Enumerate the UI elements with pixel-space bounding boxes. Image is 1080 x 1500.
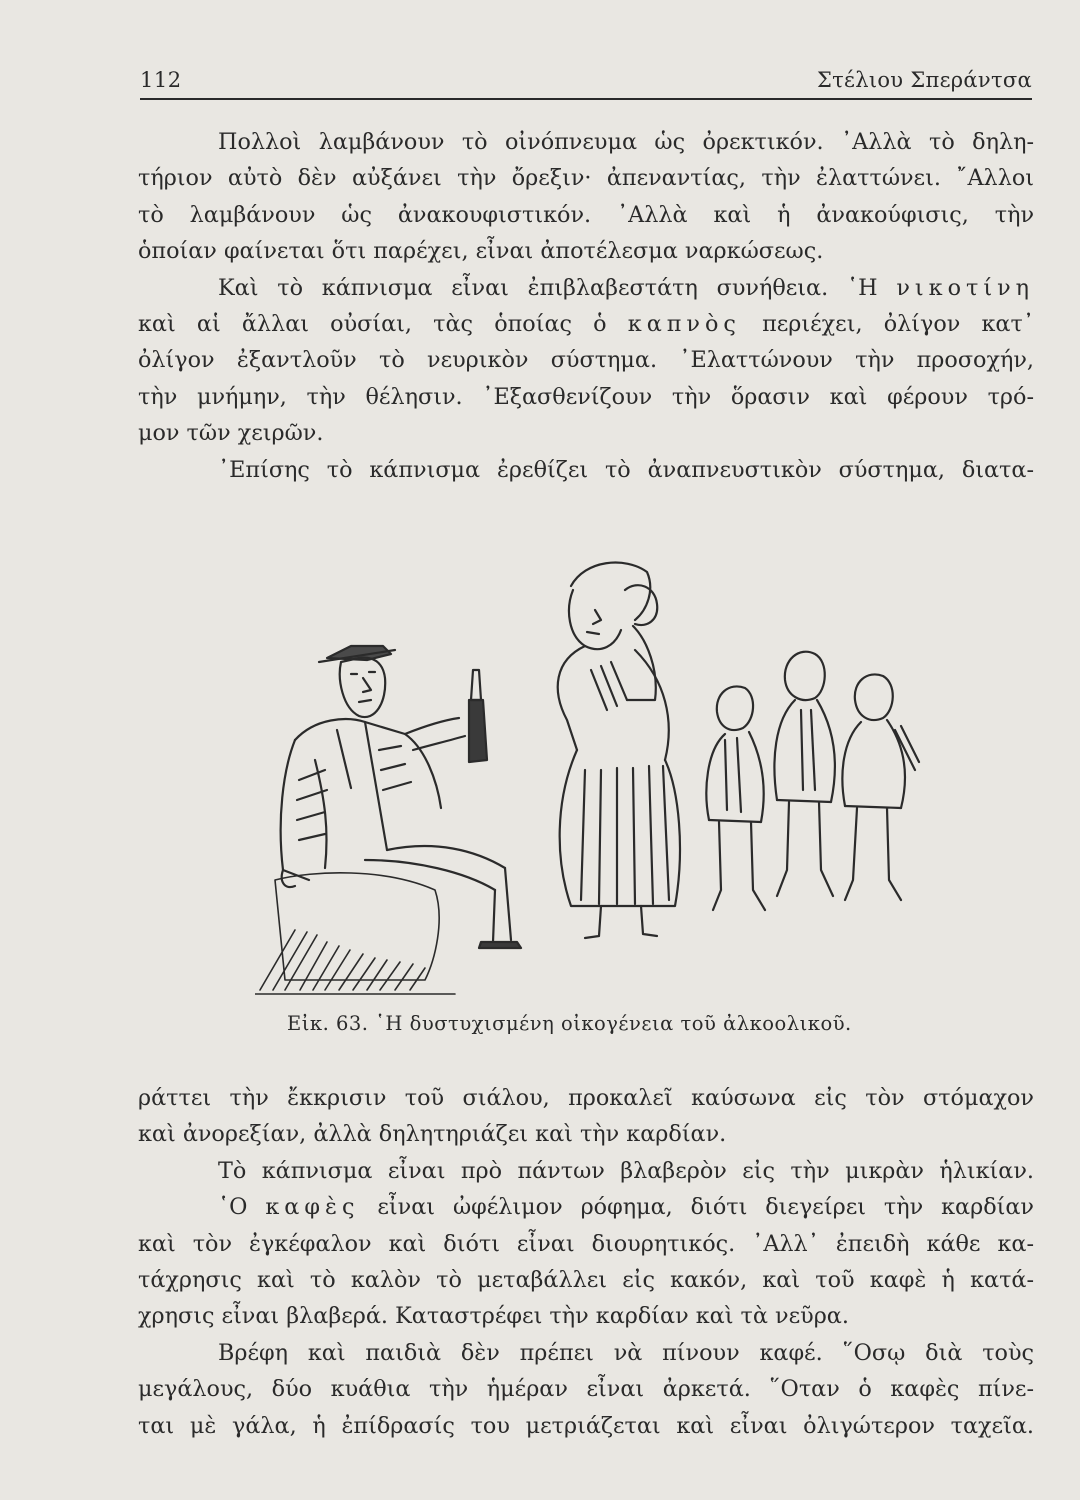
ground-hatching: [255, 930, 455, 994]
text-line: καὶ ἀνορεξίαν, ἀλλὰ δηλητηριάζει καὶ τὴν καρδίαν.: [138, 1121, 727, 1148]
child-2: [774, 652, 834, 896]
alcoholic-family-drawing: [255, 550, 945, 1000]
text-line: τὸ λαμβάνουν ὡς ἀνακουφιστικόν. ᾿Αλλὰ καὶ ἡ ἀνακούφισις, τὴν: [138, 201, 1034, 228]
spaced-term-coffee: καφὲς: [265, 1194, 360, 1221]
text-line: ᾿Επίσης τὸ κάπνισμα ἐρεθίζει τὸ ἀναπνευστικὸν σύστημα, διατα-: [218, 456, 1034, 483]
top-paragraphs: [138, 124, 1034, 488]
text-line: τήριον αὐτὸ δὲν αὐξάνει τὴν ὄρεξιν· ἀπεναντίας, τὴν ἐλαττώνει. ῎Αλλοι: [138, 165, 1034, 192]
text-line: Βρέφη καὶ παιδιὰ δὲν πρέπει νὰ πίνουν καφέ. ῞Οσῳ διὰ τοὺς: [218, 1339, 1034, 1366]
text-line: ὁποίαν φαίνεται ὅτι παρέχει, εἶναι ἀποτέλεσμα ναρκώσεως.: [138, 238, 824, 265]
figure-illustration: [255, 550, 945, 1000]
text-line: τὴν μνήμην, τὴν θέλησιν. ᾿Εξασθενίζουν τὴν ὅρασιν καὶ φέρουν τρό-: [138, 383, 1034, 410]
seated-man: [275, 646, 521, 980]
text-line: Πολλοὶ λαμβάνουν τὸ οἰνόπνευμα ὡς ὀρεκτικόν. ᾿Αλλὰ τὸ δηλη-: [218, 129, 1034, 155]
text-line: τάχρησις καὶ τὸ καλὸν τὸ μεταβάλλει εἰς κακόν, καὶ τοῦ καφὲ ἡ κατά-: [138, 1267, 1034, 1294]
spaced-term-smoke: καπνὸς: [627, 311, 741, 338]
text-line: Τὸ κάπνισμα εἶναι πρὸ πάντων βλαβερὸν εἰς τὴν μικρὰν ἡλικίαν.: [218, 1157, 1034, 1184]
text-line: ται μὲ γάλα, ἡ ἐπίδρασίς του μετριάζεται καὶ εἶναι ὀλιγώτερον ταχεῖα.: [138, 1412, 1034, 1439]
page-number: 112: [140, 68, 182, 92]
mother-with-baby: [558, 563, 680, 938]
text-line: ράττει τὴν ἔκκρισιν τοῦ σιάλου, προκαλεῖ καύσωνα εἰς τὸν στόμαχον: [138, 1085, 1034, 1111]
header-rule: [140, 98, 1032, 100]
text-line: καὶ τὸν ἐγκέφαλον καὶ διότι εἶναι διουρητικός. ᾿Αλλ᾿ ἐπειδὴ κάθε κα-: [138, 1230, 1034, 1257]
child-3: [842, 674, 919, 900]
text-line: ὀλίγον ἐξαντλοῦν τὸ νευρικὸν σύστημα. ᾿Ελαττώνουν τὴν προσοχήν,: [138, 347, 1034, 374]
text-line: ῾Ο καφὲς εἶναι ὠφέλιμον ρόφημα, διότι διεγείρει τὴν καρδίαν: [218, 1194, 1034, 1221]
text-line: Καὶ τὸ κάπνισμα εἶναι ἐπιβλαβεστάτη συνήθεια. ῾Η νικοτίνη: [218, 274, 1034, 301]
text-line: μον τῶν χειρῶν.: [138, 420, 324, 447]
running-head: Στέλιου Σπεράντσα: [816, 68, 1032, 92]
text-line: χρησις εἶναι βλαβερά. Καταστρέφει τὴν καρδίαν καὶ τὰ νεῦρα.: [138, 1303, 849, 1330]
page-header: [140, 68, 1032, 102]
text-line: καὶ αἱ ἄλλαι οὐσίαι, τὰς ὁποίας ὁ καπνὸς περιέχει, ὀλίγον κατ᾿: [138, 311, 1034, 338]
bottom-paragraphs: [138, 1080, 1034, 1444]
child-1: [706, 686, 765, 910]
spaced-term-nicotine: νικοτίνη: [896, 274, 1034, 301]
text-line: μεγάλους, δύο κυάθια τὴν ἡμέραν εἶναι ἀρκετά. ῞Οταν ὁ καφὲς πίνε-: [138, 1376, 1034, 1403]
figure-caption: Εἰκ. 63. ῾Η δυστυχισμένη οἰκογένεια τοῦ ἀλκοολικοῦ.: [287, 1012, 852, 1035]
